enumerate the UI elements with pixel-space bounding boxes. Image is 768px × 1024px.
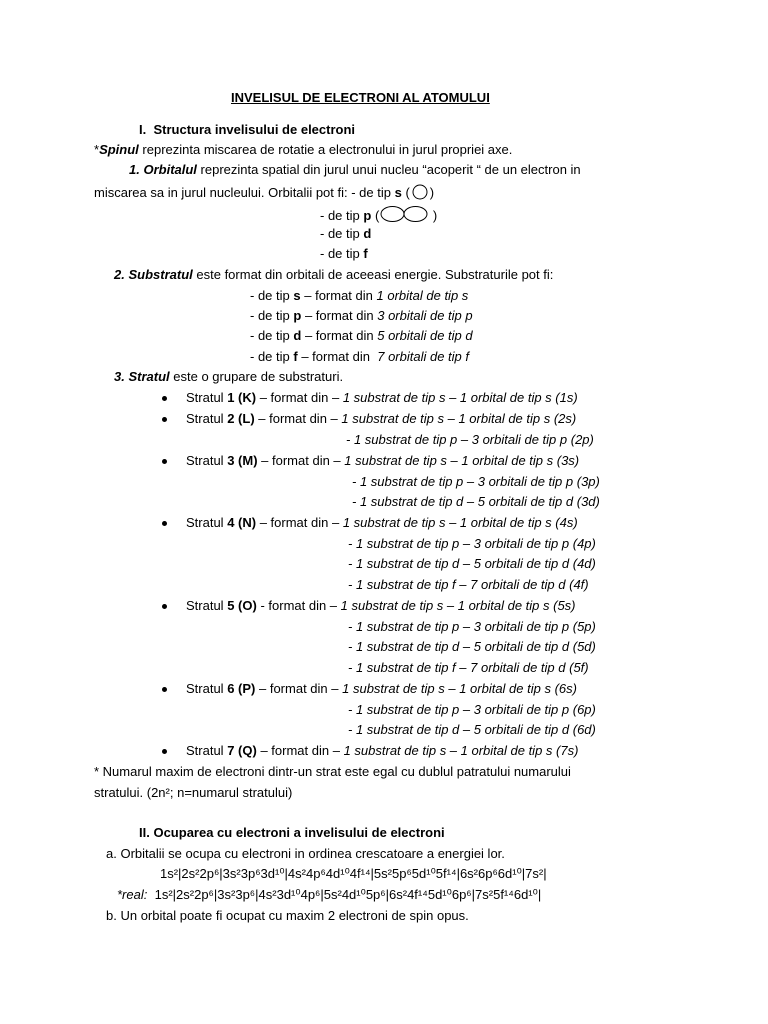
substrate-definition: 2. Substratul este format din orbitali de aceeasi energie. Substraturile pot fi: (114, 267, 554, 282)
layer-4: Stratul 4 (N) – format din – 1 substrat de tip s – 1 orbital de tip s (4s) (186, 515, 578, 530)
spin-definition: *Spinul reprezinta miscarea de rotatie a electronului in jurul propriei axe. (94, 142, 513, 157)
bullet-layer-7 (162, 749, 167, 754)
layer-4-line-2: - 1 substrat de tip p – 3 orbitali de tip p (4p) (348, 536, 596, 551)
bullet-layer-1 (162, 396, 167, 401)
orbital-definition-line-2: miscarea sa in jurul nucleului. Orbitalii pot fi: - de tip s ( ) (94, 185, 435, 200)
layer-7: Stratul 7 (Q) – format din – 1 substrat de tip s – 1 orbital de tip s (7s) (186, 743, 579, 758)
layer-definition: 3. Stratul este o grupare de substraturi. (114, 369, 344, 384)
layer-5-line-3: - 1 substrat de tip d – 5 orbitali de tip d (5d) (348, 639, 596, 654)
p-orbital-icon (379, 205, 429, 223)
real-filling-order: *real: 1s²|2s²2p⁶|3s²3p⁶|4s²3d¹⁰4p⁶|5s²4d¹⁰5p⁶|6s²4f¹⁴5d¹⁰6p⁶|7s²5f¹⁴6d¹⁰| (117, 887, 542, 902)
max-electrons-note-line-2: stratului. (2n²; n=numarul stratului) (94, 785, 293, 800)
bullet-layer-4 (162, 521, 167, 526)
layer-2-line-2: - 1 substrat de tip p – 3 orbitali de tip p (2p) (346, 432, 594, 447)
bullet-layer-6 (162, 687, 167, 692)
substrate-type-s: - de tip s – format din 1 orbital de tip s (250, 288, 469, 303)
document-title: INVELISUL DE ELECTRONI AL ATOMULUI (231, 90, 490, 105)
bullet-layer-2 (162, 417, 167, 422)
filling-order: 1s²|2s²2p⁶|3s²3p⁶3d¹⁰|4s²4p⁶4d¹⁰4f¹⁴|5s²5p⁶5d¹⁰5f¹⁴|6s²6p⁶6d¹⁰|7s²| (160, 866, 547, 881)
layer-2: Stratul 2 (L) – format din – 1 substrat de tip s – 1 orbital de tip s (2s) (186, 411, 577, 426)
orbital-type-p: - de tip p ( ) (320, 205, 437, 224)
layer-3-line-3: - 1 substrat de tip d – 5 orbitali de tip d (3d) (352, 494, 600, 509)
orbital-type-d: - de tip d (320, 226, 372, 241)
substrate-type-f: - de tip f – format din 7 orbitali de tip f (250, 349, 470, 364)
section-2-heading: II. Ocuparea cu electroni a invelisului de electroni (139, 825, 445, 840)
rule-b: b. Un orbital poate fi ocupat cu maxim 2 electroni de spin opus. (106, 908, 469, 923)
layer-5-line-2: - 1 substrat de tip p – 3 orbitali de tip p (5p) (348, 619, 596, 634)
layer-3: Stratul 3 (M) – format din – 1 substrat de tip s – 1 orbital de tip s (3s) (186, 453, 580, 468)
bullet-layer-5 (162, 604, 167, 609)
substrate-type-p: - de tip p – format din 3 orbitali de tip p (250, 308, 473, 323)
layer-6: Stratul 6 (P) – format din – 1 substrat de tip s – 1 orbital de tip s (6s) (186, 681, 577, 696)
bullet-layer-3 (162, 459, 167, 464)
substrate-type-d: - de tip d – format din 5 orbitali de tip d (250, 328, 473, 343)
layer-5-line-4: - 1 substrat de tip f – 7 orbitali de tip d (5f) (348, 660, 589, 675)
max-electrons-note-line-1: * Numarul maxim de electroni dintr-un strat este egal cu dublul patratului numarului (94, 764, 571, 779)
rule-a: a. Orbitalii se ocupa cu electroni in ordinea crescatoare a energiei lor. (106, 846, 505, 861)
layer-4-line-3: - 1 substrat de tip d – 5 orbitali de tip d (4d) (348, 556, 596, 571)
s-orbital-icon (410, 184, 430, 200)
layer-1: Stratul 1 (K) – format din – 1 substrat de tip s – 1 orbital de tip s (1s) (186, 390, 578, 405)
orbital-definition-line-1: 1. Orbitalul reprezinta spatial din jurul unui nucleu “acoperit “ de un electron in (129, 162, 581, 177)
layer-5: Stratul 5 (O) - format din – 1 substrat de tip s – 1 orbital de tip s (5s) (186, 598, 576, 613)
layer-4-line-4: - 1 substrat de tip f – 7 orbitali de tip d (4f) (348, 577, 589, 592)
orbital-type-f: - de tip f (320, 246, 368, 261)
layer-6-line-2: - 1 substrat de tip p – 3 orbitali de tip p (6p) (348, 702, 596, 717)
section-1-heading: I. Structura invelisului de electroni (139, 122, 356, 137)
layer-6-line-3: - 1 substrat de tip d – 5 orbitali de tip d (6d) (348, 722, 596, 737)
layer-3-line-2: - 1 substrat de tip p – 3 orbitali de tip p (3p) (352, 474, 600, 489)
